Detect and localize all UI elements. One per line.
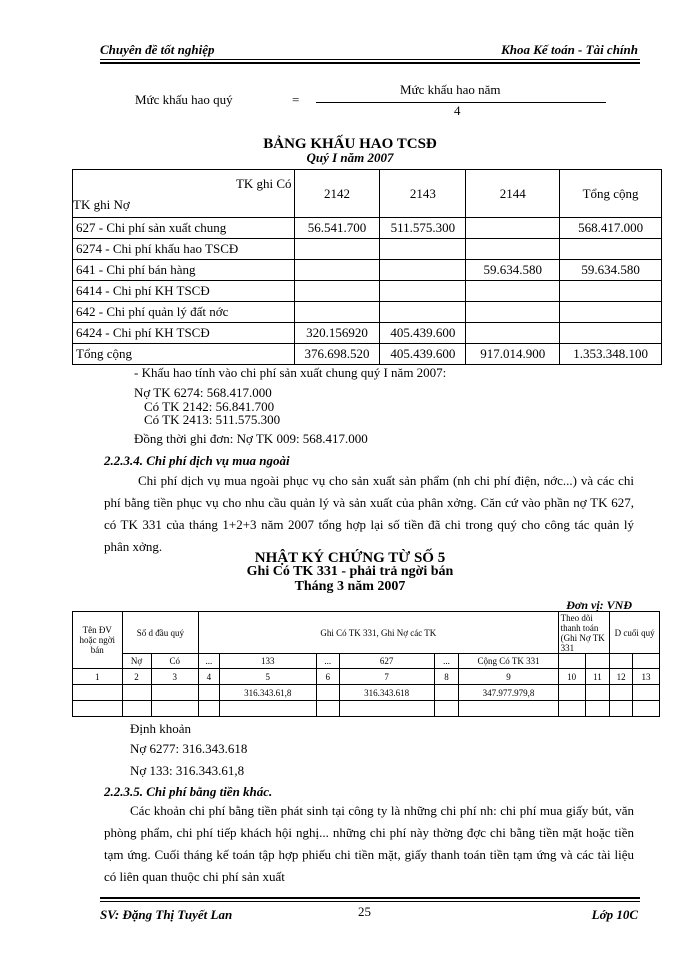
currency-unit: Đơn vị: VNĐ [566,598,632,612]
cell [294,260,380,281]
row-label: Tổng cộng [73,344,295,365]
col-number: 6 [316,669,339,685]
corner-cell [73,170,295,218]
col-number: 7 [339,669,434,685]
cell [294,239,380,260]
header-rule [100,59,640,60]
row-label: 6414 - Chi phí KH TSCĐ [73,281,295,302]
column-number-row [73,669,660,685]
table-header-row [73,170,662,218]
formula-equals: = [292,92,300,107]
cell: 1.353.348.100 [560,344,662,365]
table2-period: Tháng 3 năm 2007 [294,579,406,594]
corner-top: TK ghi Có [235,176,292,191]
footer-author: SV: Đặng Thị Tuyết Lan [100,907,233,922]
footer-class: Lớp 10C [591,907,638,922]
table-row [73,281,662,302]
header-cell: Nợ [122,654,151,669]
cell [466,281,560,302]
col-number: 10 [558,669,585,685]
col-number: 4 [199,669,220,685]
cell: 56.541.700 [294,218,380,239]
cell [560,302,662,323]
column-header: 2142 [294,170,380,218]
section-heading: 2.2.3.4. Chi phí dịch vụ mua ngoài [104,453,290,468]
header-cell [558,654,585,669]
cell: 316.343.61,8 [219,685,316,701]
header-cell: ... [199,654,220,669]
header-cell: D cuối quý [610,612,660,654]
table-subheader-row [73,654,660,669]
footer-rule [100,901,640,902]
table-header-row [73,612,660,654]
cell [294,281,380,302]
cell: 376.698.520 [294,344,380,365]
header-cell: Theo dõi thanh toán (Ghi Nợ TK 331 [558,612,610,654]
table-row [73,239,662,260]
header-cell: ... [434,654,459,669]
col-number: 11 [585,669,610,685]
col-number: 13 [633,669,660,685]
table-row [73,685,660,701]
cell [466,218,560,239]
cell: 568.417.000 [560,218,662,239]
header-right: Khoa Kế toán - Tài chính [501,42,638,57]
formula-label: Mức khấu hao quý [135,92,233,107]
col-number: 12 [610,669,633,685]
entry-line: Định khoản [130,721,192,736]
col-number: 2 [122,669,151,685]
cell: 405.439.600 [380,323,466,344]
corner-bottom: TK ghi Nợ [73,197,130,212]
cell: 59.634.580 [560,260,662,281]
col-number: 3 [151,669,199,685]
entry-line: Nợ 133: 316.343.61,8 [130,763,245,778]
entry-line: Có TK 2413: 511.575.300 [144,412,281,427]
table-row [73,218,662,239]
section-paragraph: Chi phí dịch vụ mua ngoài phục vụ cho sản xuất sản phẩm (nh chi phí điện, nớc...) và các chi phí bằng tiền phục vụ cho nhu cầu quản lý và sản xuất của phân xởng. Căn cứ vào phần nợ TK 627, có TK 331 của tháng 1+2+3 năm 2007 tổng hợp lại số tiền đã chi trong quý cho công tác quản lý phân xởng. [104,473,634,554]
table-row [73,302,662,323]
formula-denominator: 4 [454,103,461,118]
row-label: 627 - Chi phí sản xuất chung [73,218,295,239]
header-cell [610,654,633,669]
cell: 59.634.580 [466,260,560,281]
entry-line: Đồng thời ghi đơn: Nợ TK 009: 568.417.000 [134,431,368,446]
cell [380,260,466,281]
cell [466,239,560,260]
header-cell: 133 [219,654,316,669]
col-number: 1 [73,669,123,685]
formula-numerator: Mức khấu hao năm [400,82,501,97]
header-cell: ... [316,654,339,669]
row-label: 641 - Chi phí bán hàng [73,260,295,281]
section-paragraph: Các khoản chi phí bằng tiền phát sinh tại công ty là những chi phí nh: chi phí mua giấy bút, văn phòng phẩm, chi phí tiếp khách hội nghị... những chi phí này thờng đợc chi bằng tiền mặt hoặc tiền tạm ứng. Cuối tháng kế toán tập hợp phiếu chi tiền mặt, giấy thanh toán tiền tạm ứng và các tài liệu có liên quan thuộc chi phí sản xuất [104,803,634,884]
col-number: 5 [219,669,316,685]
cell: 511.575.300 [380,218,466,239]
table-row [73,701,660,717]
entry-line: - Khấu hao tính vào chi phí sản xuất chung quý I năm 2007: [134,365,447,380]
fraction-line [316,102,606,103]
section-heading: 2.2.3.5. Chi phí bằng tiền khác. [104,784,273,799]
cell [466,323,560,344]
cell [380,239,466,260]
cell: 405.439.600 [380,344,466,365]
table-row [73,260,662,281]
row-label: 6424 - Chi phí KH TSCĐ [73,323,295,344]
table-row [73,323,662,344]
header-left: Chuyên đề tốt nghiệp [100,42,215,57]
header-cell: Ghi Có TK 331, Ghi Nợ các TK [199,612,559,654]
column-header: 2144 [466,170,560,218]
cell [294,302,380,323]
table-total-row [73,344,662,365]
header-cell [633,654,660,669]
journal-table [72,611,660,717]
table2-title: NHẬT KÝ CHỨNG TỪ SỐ 5 [254,550,446,566]
column-header: 2143 [380,170,466,218]
cell [380,302,466,323]
header-cell: Có [151,654,199,669]
row-label: 642 - Chi phí quản lý đất nớc [73,302,295,323]
col-number: 9 [459,669,558,685]
depreciation-table [72,169,662,365]
entry-line: Có TK 2142: 56.841.700 [144,399,275,414]
header-cell: 627 [339,654,434,669]
entry-line: Nợ TK 6274: 568.417.000 [134,385,272,400]
cell [560,239,662,260]
header-cell: Tên ĐV hoặc ngời bán [73,612,123,669]
cell: 347.977.979,8 [459,685,558,701]
col-number: 8 [434,669,459,685]
cell [466,302,560,323]
header-rule-thick [100,62,640,64]
cell [380,281,466,302]
footer-rule-thick [100,897,640,899]
entry-line: Nợ 6277: 316.343.618 [130,741,248,756]
header-cell: Số d đầu quý [122,612,198,654]
column-header: Tổng cộng [560,170,662,218]
table1-subtitle: Quý I năm 2007 [306,150,394,165]
table2-subtitle: Ghi Có TK 331 - phải trả ngời bán [246,564,454,579]
table1-title: BẢNG KHẤU HAO TCSĐ [263,136,437,152]
row-label: 6274 - Chi phí khấu hao TSCĐ [73,239,295,260]
cell: 320.156920 [294,323,380,344]
page-number: 25 [358,904,371,919]
cell [560,323,662,344]
header-cell [585,654,610,669]
cell: 917.014.900 [466,344,560,365]
cell: 316.343.618 [339,685,434,701]
header-cell: Cộng Có TK 331 [459,654,558,669]
cell [560,281,662,302]
